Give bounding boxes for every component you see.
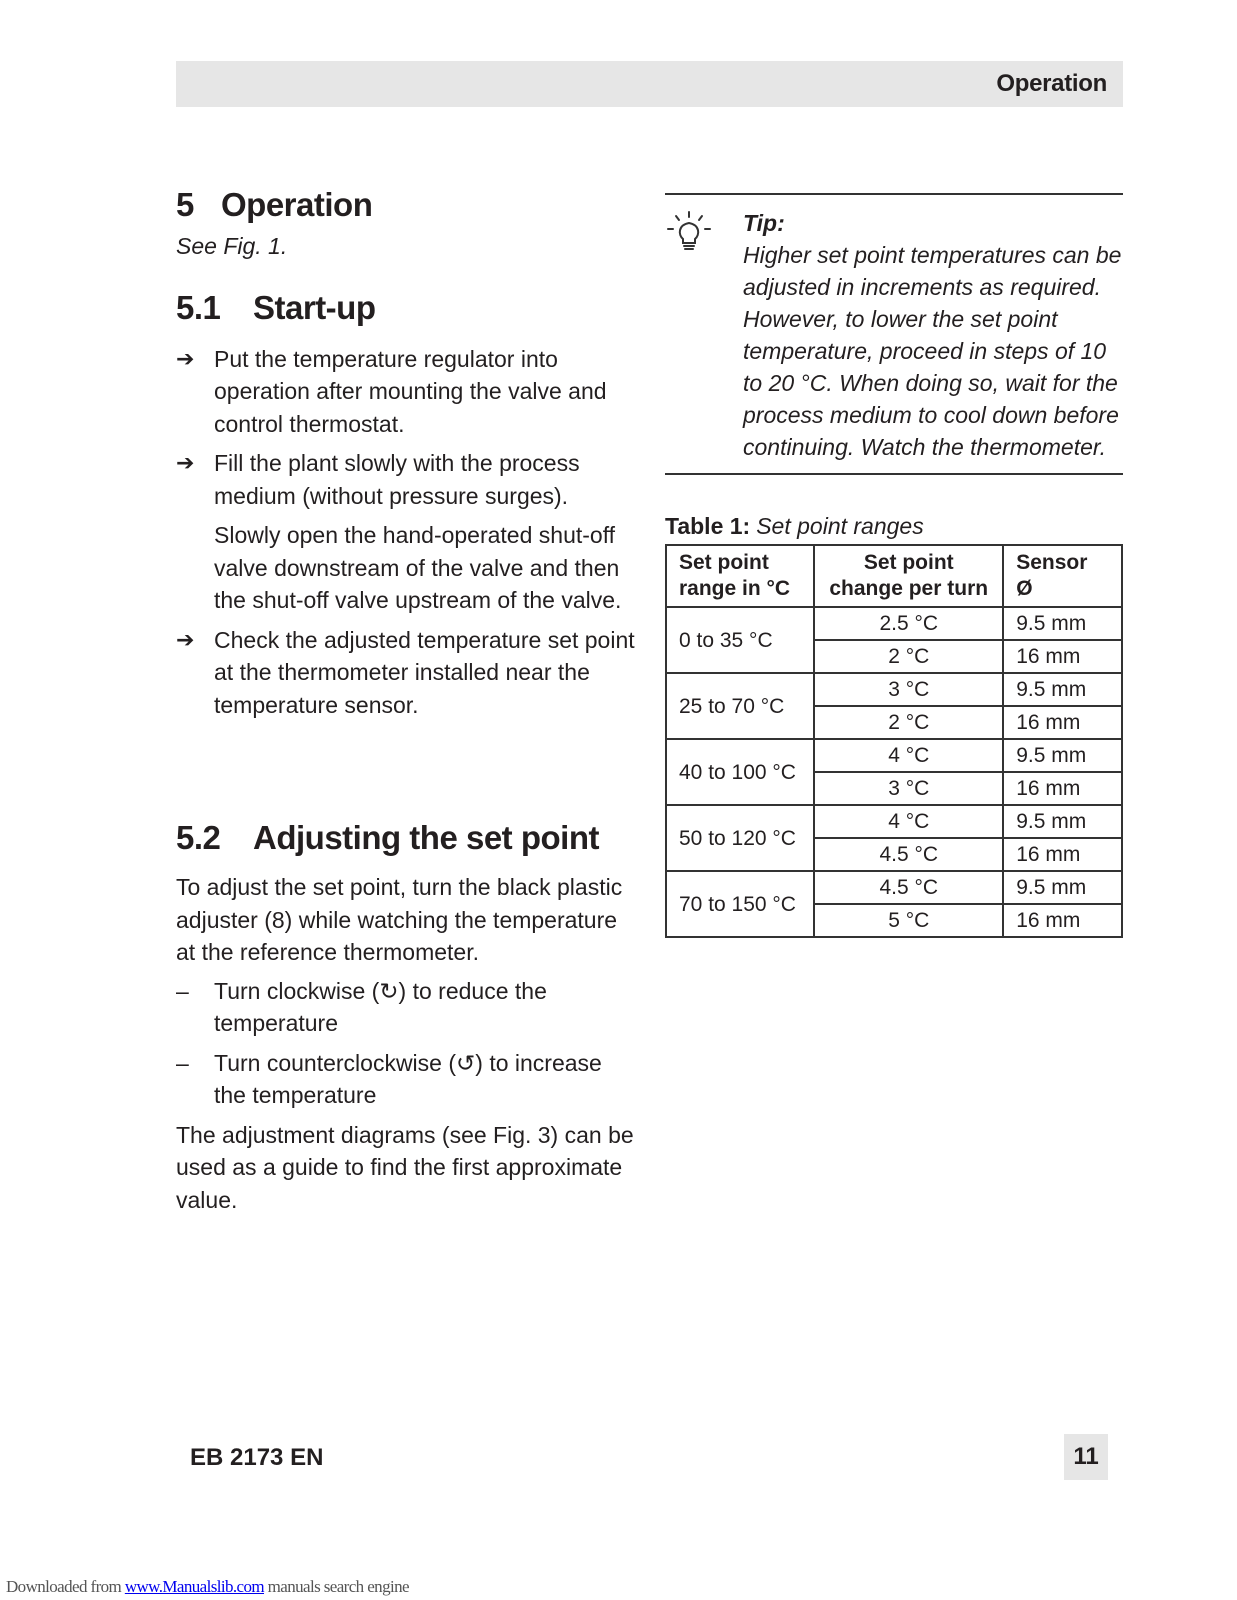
- section-5-2-title: Adjusting the set point: [253, 819, 599, 856]
- sensor-cell: 16 mm: [1003, 640, 1122, 673]
- tip-label: Tip:: [743, 210, 785, 236]
- section-5-1-heading: [176, 289, 636, 327]
- download-prefix: Downloaded from: [6, 1577, 125, 1596]
- startup-step-text: Fill the plant slowly with the process medium (without pressure surges).: [214, 450, 580, 509]
- startup-step: [176, 343, 636, 441]
- startup-step-text: Put the temperature regulator into operation after mounting the valve and control thermostat.: [214, 345, 607, 437]
- table-row: [666, 871, 1122, 904]
- sensor-cell: 9.5 mm: [1003, 673, 1122, 706]
- page-header-bar: [176, 61, 1123, 107]
- adjust-direction-text: Turn clockwise (↻) to reduce the temperature: [214, 977, 547, 1036]
- arrow-icon: ➔: [176, 450, 195, 475]
- lightbulb-icon: [665, 207, 743, 463]
- startup-step-text: Check the adjusted temperature set point at the thermometer installed near the temperature sensor.: [214, 626, 635, 718]
- startup-step: [176, 447, 636, 512]
- section-5-1-number: 5.1: [176, 288, 221, 326]
- section-5-number: 5: [176, 186, 194, 223]
- table-row: [666, 805, 1122, 838]
- adjust-intro: To adjust the set point, turn the black plastic adjuster (8) while watching the temperature at the reference thermometer.: [176, 874, 623, 965]
- change-cell: 5 °C: [814, 904, 1003, 937]
- section-5-2-number: 5.2: [176, 819, 221, 856]
- section-5-1-title: Start-up: [253, 288, 376, 326]
- range-cell: 70 to 150 °C: [666, 871, 814, 937]
- change-cell: 4.5 °C: [814, 838, 1003, 871]
- sensor-cell: 16 mm: [1003, 904, 1122, 937]
- set-point-table: [665, 544, 1123, 938]
- tip-box: [665, 193, 1123, 475]
- arrow-icon: ➔: [176, 345, 195, 371]
- adjust-directions: [176, 975, 636, 1112]
- tip-content: [743, 207, 1123, 463]
- range-cell: 50 to 120 °C: [666, 805, 814, 871]
- dash-bullet: –: [176, 1049, 189, 1076]
- section-5-title: Operation: [221, 186, 373, 223]
- download-suffix: manuals search engine: [264, 1577, 409, 1596]
- arrow-icon: ➔: [176, 626, 195, 652]
- section-5-2-heading: [176, 819, 636, 857]
- change-cell: 4.5 °C: [814, 871, 1003, 904]
- header-sensor: Sensor Ø: [1003, 545, 1122, 607]
- manualslib-link[interactable]: www.Manualslib.com: [124, 1577, 265, 1596]
- sensor-cell: 9.5 mm: [1003, 871, 1122, 904]
- change-cell: 2 °C: [814, 706, 1003, 739]
- dash-bullet: –: [176, 977, 189, 1004]
- range-cell: 40 to 100 °C: [666, 739, 814, 805]
- table-caption-label: Table 1:: [665, 513, 751, 539]
- tip-text: Higher set point temperatures can be adjusted in increments as required. However, to lower the set point temperature, proceed in steps of 10 to 20 °C. When doing so, wait for the process medium to cool down before continuing. Watch the thermometer.: [743, 242, 1122, 460]
- table-row: [666, 607, 1122, 640]
- sensor-cell: 16 mm: [1003, 772, 1122, 805]
- see-fig-reference: See Fig. 1.: [176, 233, 288, 259]
- change-cell: 4 °C: [814, 805, 1003, 838]
- sensor-cell: 9.5 mm: [1003, 805, 1122, 838]
- sensor-cell: 9.5 mm: [1003, 739, 1122, 772]
- header-range: Set point range in °C: [666, 545, 814, 607]
- section-5-heading: [176, 186, 636, 224]
- change-cell: 3 °C: [814, 673, 1003, 706]
- header-title: Operation: [996, 70, 1107, 97]
- range-cell: 0 to 35 °C: [666, 607, 814, 673]
- sensor-cell: 9.5 mm: [1003, 607, 1122, 640]
- sensor-cell: 16 mm: [1003, 706, 1122, 739]
- adjust-direction-item: [176, 1047, 636, 1112]
- adjust-direction-item: [176, 975, 636, 1040]
- download-attribution: [6, 1577, 409, 1597]
- right-column: [665, 193, 1123, 938]
- sensor-cell: 16 mm: [1003, 838, 1122, 871]
- table-caption-title: Set point ranges: [756, 513, 924, 539]
- adjust-outro: The adjustment diagrams (see Fig. 3) can be used as a guide to find the first approximate value.: [176, 1121, 634, 1213]
- range-cell: 25 to 70 °C: [666, 673, 814, 739]
- change-cell: 4 °C: [814, 739, 1003, 772]
- header-change: Set point change per turn: [814, 545, 1003, 607]
- startup-step-continuation: Slowly open the hand-operated shut-off valve downstream of the valve and then the shut-off valve upstream of the valve.: [214, 522, 622, 613]
- change-cell: 2.5 °C: [814, 607, 1003, 640]
- startup-step: [176, 624, 636, 722]
- table-header-row: [666, 545, 1122, 607]
- change-cell: 2 °C: [814, 640, 1003, 673]
- change-cell: 3 °C: [814, 772, 1003, 805]
- page-number: 11: [1064, 1434, 1108, 1480]
- footer-doc-id: EB 2173 EN: [190, 1444, 324, 1471]
- adjust-direction-text: Turn counterclockwise (↺) to increase the temperature: [214, 1049, 602, 1108]
- table-caption: [665, 513, 1123, 540]
- table-row: [666, 739, 1122, 772]
- left-column: [176, 186, 636, 1216]
- startup-steps: [176, 343, 636, 722]
- table-row: [666, 673, 1122, 706]
